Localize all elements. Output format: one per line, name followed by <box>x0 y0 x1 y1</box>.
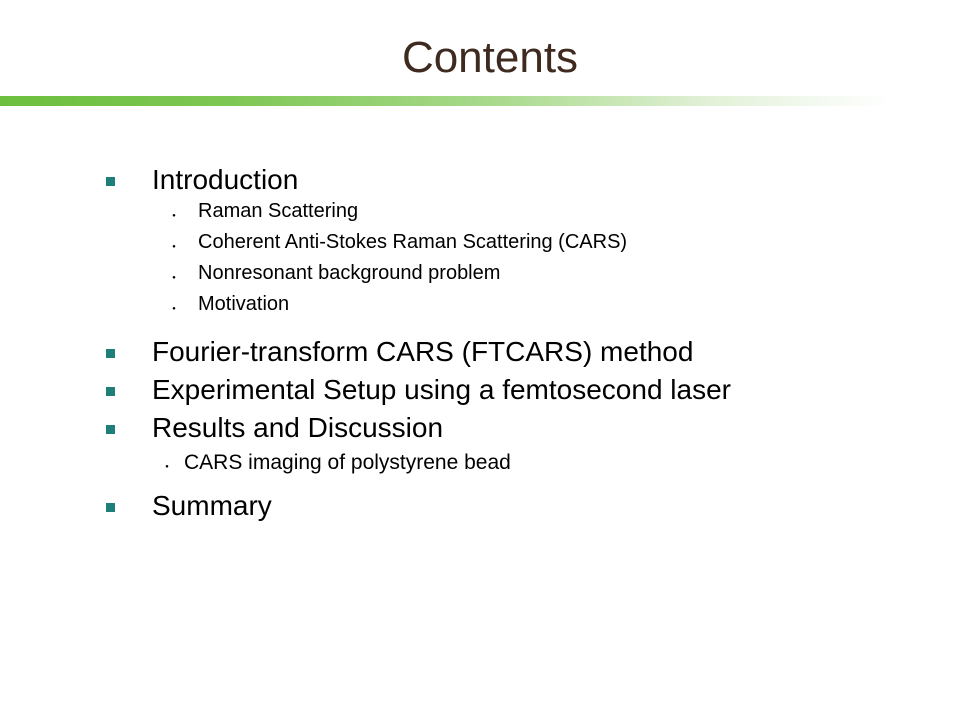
list-item-experimental-setup <box>0 370 960 408</box>
list-item-summary <box>0 486 960 524</box>
list-item-ftcars-method <box>0 332 960 370</box>
square-bullet-icon <box>106 387 115 396</box>
sub-list-item-label: CARS imaging of polystyrene bead <box>184 451 511 474</box>
sub-list-item-label: Coherent Anti-Stokes Raman Scattering (CARS) <box>198 231 628 253</box>
square-bullet-icon <box>106 349 115 358</box>
contents-list <box>0 160 960 524</box>
list-item-introduction <box>0 160 960 198</box>
sub-list-item <box>0 229 960 260</box>
sub-list-item <box>0 449 960 480</box>
dot-bullet-icon: ・ <box>167 301 181 317</box>
dot-bullet-icon: ・ <box>167 270 181 286</box>
dot-bullet-icon: ・ <box>160 459 174 475</box>
slide-title: Contents <box>401 33 579 82</box>
list-item-label: Results and Discussion <box>152 412 444 443</box>
sub-list-item <box>0 291 960 322</box>
list-item-label: Experimental Setup using a femtosecond laser <box>152 374 731 405</box>
title-underline-bar <box>0 96 890 106</box>
sub-list-item-label: Motivation <box>198 293 290 315</box>
list-item-results-discussion <box>0 408 960 446</box>
list-item-label: Introduction <box>152 164 299 195</box>
list-item-label: Summary <box>152 490 272 521</box>
dot-bullet-icon: ・ <box>167 208 181 224</box>
square-bullet-icon <box>106 503 115 512</box>
dot-bullet-icon: ・ <box>167 239 181 255</box>
sub-list-item-label: Nonresonant background problem <box>198 262 501 284</box>
sub-list-item <box>0 198 960 229</box>
sub-list-item-label: Raman Scattering <box>198 200 359 222</box>
square-bullet-icon <box>106 177 115 186</box>
square-bullet-icon <box>106 425 115 434</box>
sub-list-item <box>0 260 960 291</box>
list-item-label: Fourier-transform CARS (FTCARS) method <box>152 336 694 367</box>
